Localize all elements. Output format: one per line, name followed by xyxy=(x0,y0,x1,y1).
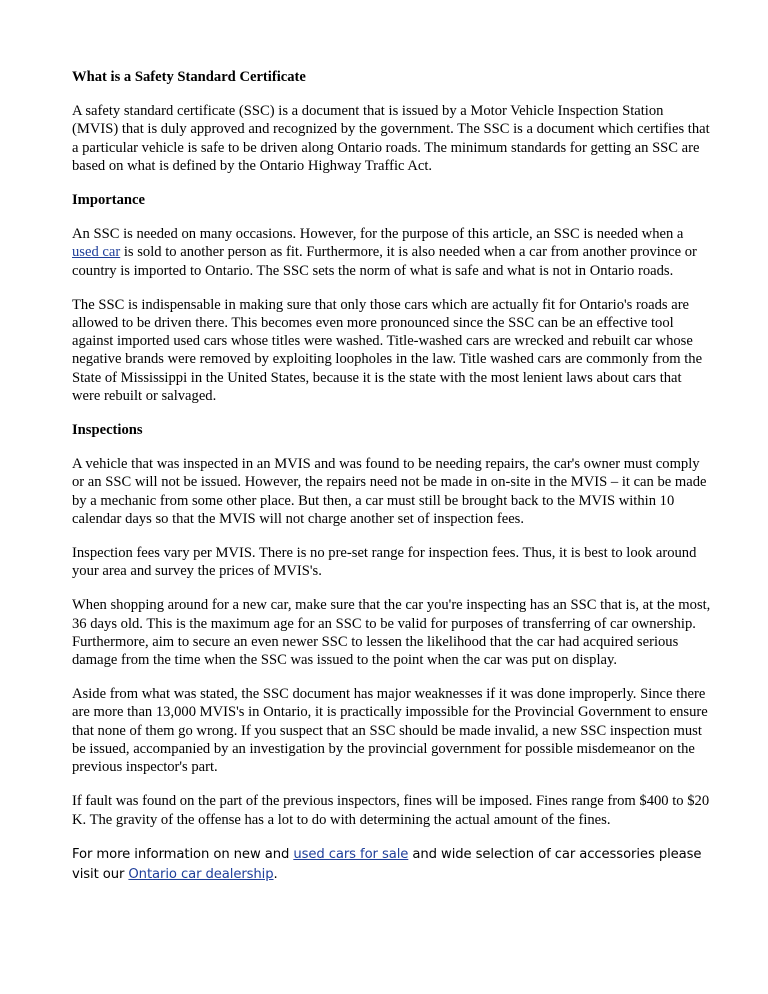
importance-p1-text-after: is sold to another person as fit. Furthermore, it is also needed when a car from another province or country is imported to Ontario. The SSC sets the norm of what is safe and what is not in Ontario roads. xyxy=(72,244,697,279)
importance-paragraph-2: The SSC is indispensable in making sure that only those cars which are actually fit for Ontario's roads are allowed to be driven there. This becomes even more pronounced since the SSC can be an effective tool against imported used cars whose titles were washed. Title-washed cars are wrecked and rebuilt car whose negative brands were removed by exploiting loopholes in the law. Title washed cars are commonly from the State of Mississippi in the United States, because it is the state with the most lenient laws about cars that were rebuilt or salvaged. xyxy=(72,296,703,404)
document-page xyxy=(72,68,712,901)
footer-text-middle: and wide selection of car accessories please visit our xyxy=(72,846,702,882)
inspections-paragraph-3: When shopping around for a new car, make sure that the car you're inspecting has an SSC that is, at the most, 36 days old. This is the maximum age for an SSC to be valid for purposes of transferring of car ownership. Furthermore, aim to secure an even newer SSC to lessen the likelihood that the car had acquired serious damage from the time when the SSC was issued to the point when the car was put on display. xyxy=(72,597,711,669)
inspections-paragraph-5: If fault was found on the part of the previous inspectors, fines will be imposed. Fines range from $400 to $20 K. The gravity of the offense has a lot to do with determining the actual amount of the fines. xyxy=(72,793,710,828)
footer-text-before: For more information on new and xyxy=(72,846,294,862)
inspections-paragraph-2: Inspection fees vary per MVIS. There is no pre-set range for inspection fees. Thus, it is best to look around your area and survey the prices of MVIS's. xyxy=(72,545,697,580)
importance-heading: Importance xyxy=(72,192,145,209)
importance-p1-text-before: An SSC is needed on many occasions. However, for the purpose of this article, an SSC is needed when a xyxy=(72,226,684,243)
footer-paragraph xyxy=(72,845,712,885)
inspections-heading: Inspections xyxy=(72,422,143,439)
inspections-paragraph-4: Aside from what was stated, the SSC document has major weaknesses if it was done improperly. Since there are more than 13,000 MVIS's in Ontario, it is practically impossible for the Provincial Government to ensure that none of them go wrong. If you suspect that an SSC should be made invalid, a new SSC inspection must be issued, accompanied by an investigation by the provincial government for possible misdemeanor on the previous inspector's part. xyxy=(72,686,708,776)
inspections-paragraph-1: A vehicle that was inspected in an MVIS and was found to be needing repairs, the car's owner must comply or an SSC will not be issued. However, the repairs need not be made in on-site in the MVIS – it can be made by a mechanic from some other place. But then, a car must still be brought back to the MVIS within 10 calendar days so that the MVIS will not charge another set of inspection fees. xyxy=(72,456,707,527)
ontario-car-dealership-link[interactable]: Ontario car dealership xyxy=(128,866,274,882)
document-title: What is a Safety Standard Certificate xyxy=(72,69,306,85)
used-car-link[interactable]: used car xyxy=(72,244,121,261)
footer-text-after: . xyxy=(273,866,278,882)
used-cars-for-sale-link[interactable]: used cars for sale xyxy=(293,846,409,862)
importance-paragraph-1 xyxy=(72,225,712,280)
intro-paragraph: A safety standard certificate (SSC) is a document that is issued by a Motor Vehicle Inspection Station (MVIS) that is duly approved and recognized by the government. The SSC is a document which certifies that a particular vehicle is safe to be driven along Ontario roads. The minimum standards for getting an SSC are based on what is defined by the Ontario Highway Traffic Act. xyxy=(72,103,710,174)
